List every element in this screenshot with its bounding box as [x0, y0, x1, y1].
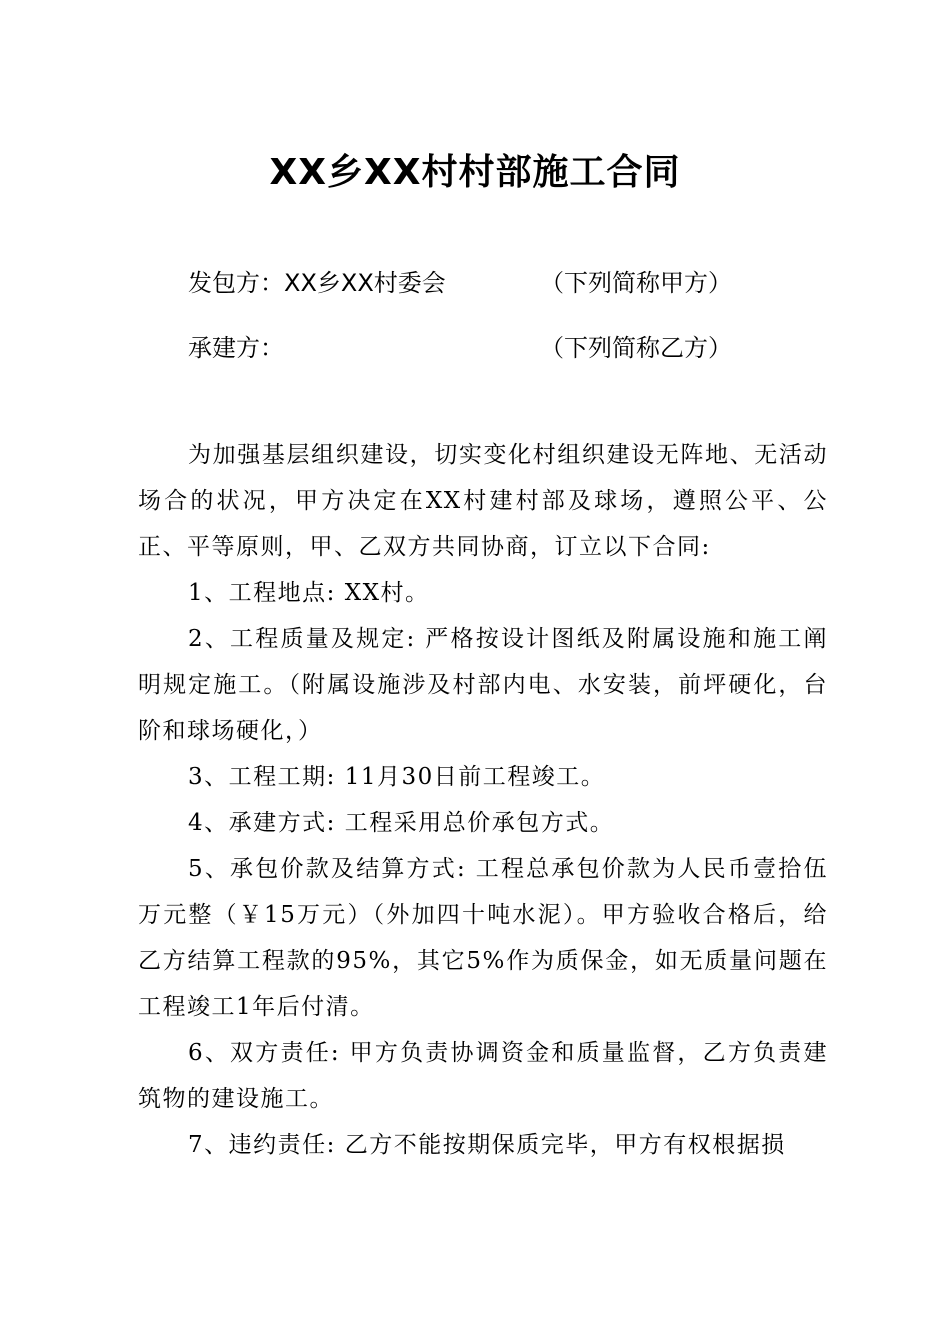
clause-contract-method: 4、承建方式: 工程采用总价承包方式。	[188, 810, 615, 836]
clause-quality: 2、工程质量及规定: 严格按设计图纸及附属设施和施工阐明规定施工。（附属设施涉及村部内电、水安装，前坪硬化，台阶和球场硬化，）	[138, 626, 828, 744]
clause-responsibilities: 6、双方责任: 甲方负责协调资金和质量监督，乙方负责建筑物的建设施工。	[138, 1040, 828, 1112]
clause-schedule: 3、工程工期: 11月30日前工程竣工。	[188, 764, 606, 790]
party-contractor-abbr: （下列简称乙方）	[540, 334, 732, 362]
party-employer-label: 发包方：XX乡XX村委会	[188, 269, 446, 297]
party-contractor-label: 承建方：	[188, 334, 284, 362]
party-contractor	[188, 331, 732, 365]
party-employer	[188, 266, 732, 300]
contract-title: XX乡XX村村部施工合同	[269, 152, 681, 193]
clause-location: 1、工程地点: XX村。	[188, 580, 430, 606]
clause-price-settlement: 5、承包价款及结算方式: 工程总承包价款为人民币壹拾伍万元整（￥15万元）（外加四十吨水泥）。甲方验收合格后，给乙方结算工程款的95%，其它5%作为质保金，如无质量问题在工程竣工1年后付清。	[138, 856, 828, 1020]
party-employer-abbr: （下列简称甲方）	[540, 269, 732, 297]
clause-breach: 7、违约责任: 乙方不能按期保质完毕，甲方有权根据损	[188, 1132, 786, 1158]
contract-body	[138, 432, 828, 1168]
intro-paragraph: 为加强基层组织建设，切实变化村组织建设无阵地、无活动场合的状况，甲方决定在XX村建村部及球场，遵照公平、公正、平等原则，甲、乙双方共同协商，订立以下合同:	[138, 442, 828, 560]
